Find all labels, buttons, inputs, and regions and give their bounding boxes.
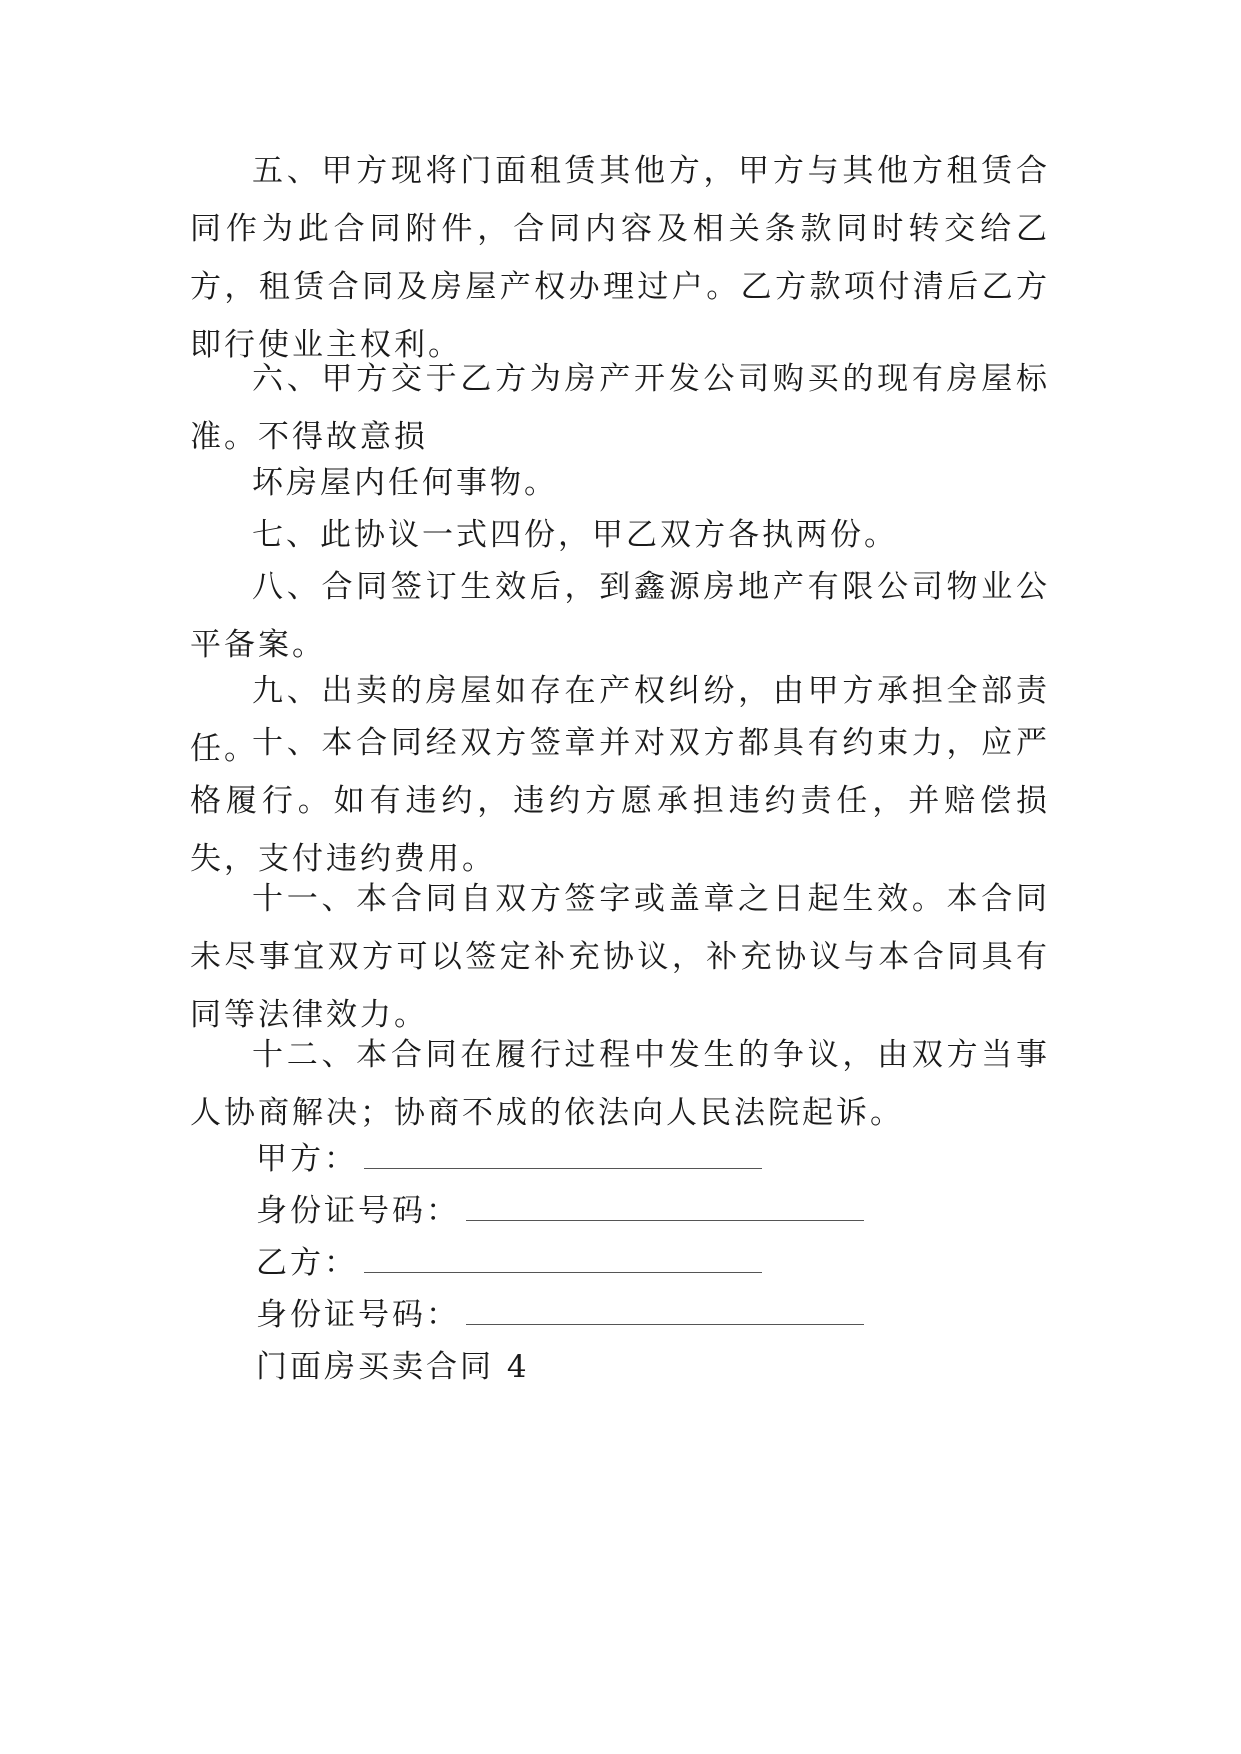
clause-6-continued: 坏房屋内任何事物。 bbox=[252, 465, 558, 501]
party-b-id-label: 身份证号码： bbox=[256, 1297, 460, 1333]
clause-6: 六、甲方交于乙方为房产开发公司购买的现有房屋标准。不得故意损 bbox=[190, 361, 1050, 455]
party-b-id-line bbox=[190, 1286, 1116, 1344]
party-a-blank bbox=[364, 1160, 762, 1169]
party-a-id-blank bbox=[466, 1212, 864, 1221]
party-a-label: 甲方： bbox=[256, 1141, 358, 1177]
clause-9: 九、出卖的房屋如存在产权纠纷，由甲方承担全部责任。 bbox=[190, 673, 1050, 767]
party-a-line bbox=[190, 1130, 1116, 1188]
next-contract-title: 门面房买卖合同 4 bbox=[256, 1349, 530, 1385]
clause-5: 五、甲方现将门面租赁其他方，甲方与其他方租赁合同作为此合同附件，合同内容及相关条款同时转交给乙方，租赁合同及房屋产权办理过户。乙方款项付清后乙方即行使业主权利。 bbox=[190, 153, 1050, 363]
party-a-id-label: 身份证号码： bbox=[256, 1193, 460, 1229]
clause-12: 十二、本合同在履行过程中发生的争议，由双方当事人协商解决；协商不成的依法向人民法院起诉。 bbox=[190, 1037, 1050, 1131]
party-b-label: 乙方： bbox=[256, 1245, 358, 1281]
party-b-id-blank bbox=[466, 1316, 864, 1325]
clause-8: 八、合同签订生效后，到鑫源房地产有限公司物业公平备案。 bbox=[190, 569, 1050, 663]
clause-11: 十一、本合同自双方签字或盖章之日起生效。本合同未尽事宜双方可以签定补充协议，补充协议与本合同具有同等法律效力。 bbox=[190, 881, 1050, 1033]
clause-7: 七、此协议一式四份，甲乙双方各执两份。 bbox=[252, 517, 898, 553]
party-b-blank bbox=[364, 1264, 762, 1273]
party-a-id-line bbox=[190, 1182, 1116, 1240]
party-b-line bbox=[190, 1234, 1116, 1292]
clause-10: 十、本合同经双方签章并对双方都具有约束力，应严格履行。如有违约，违约方愿承担违约责任，并赔偿损失，支付违约费用。 bbox=[190, 725, 1050, 877]
